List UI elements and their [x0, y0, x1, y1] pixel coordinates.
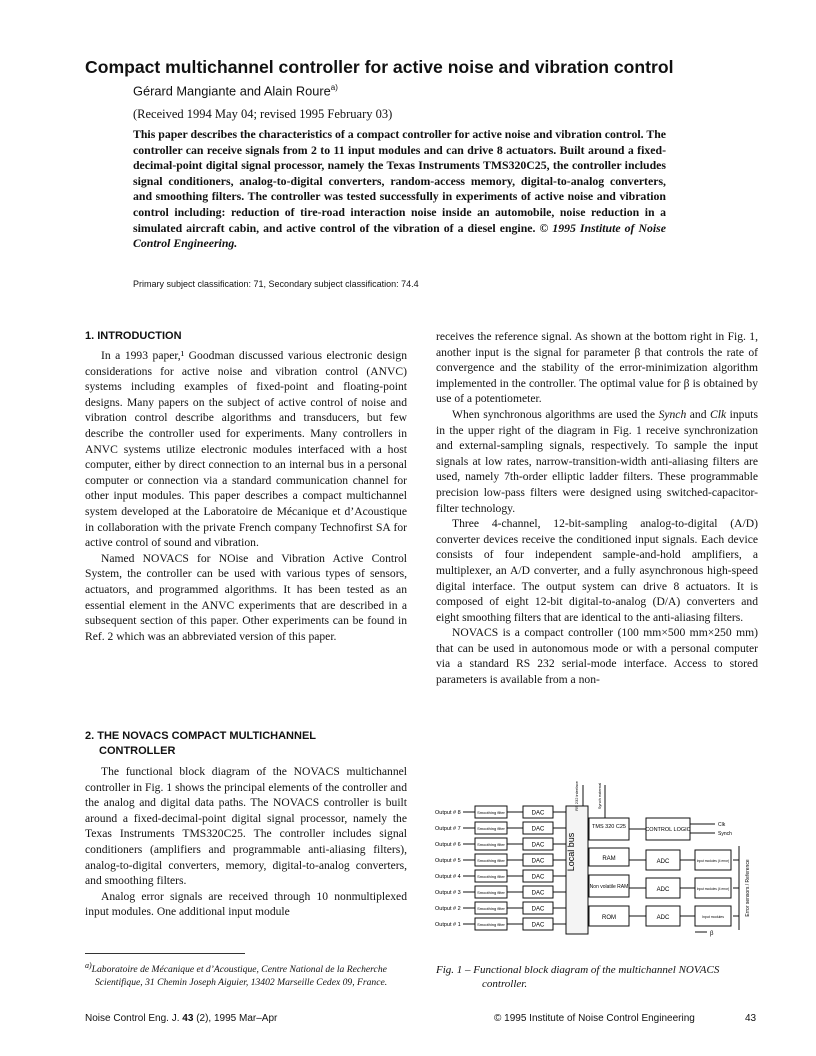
authors — [133, 83, 338, 98]
output-label: Output # 6 — [435, 842, 461, 848]
paper-title: Compact multichannel controller for active noise and vibration control — [85, 57, 674, 77]
footnote-text: Laboratoire de Mécanique et d’Acoustique, Centre National de la Recherche Scientifique, 31 Chemin Joseph Aiguier, 13402 Marseille Cedex 09, France. — [91, 964, 388, 988]
abstract-copyright: © 1995 Institute of Noise Control Engineering. — [133, 220, 666, 251]
output-label: Output # 4 — [435, 874, 461, 880]
dac-label: DAC — [531, 890, 545, 897]
section-1-body — [85, 348, 407, 644]
dac-label: DAC — [531, 810, 545, 817]
abstract — [133, 127, 666, 252]
right-p2-text-a: When synchronous algorithms are used the — [452, 407, 659, 421]
synch-label: Synch — [718, 831, 732, 837]
dac-label: DAC — [531, 906, 545, 913]
input-module-label-3: Input modules — [702, 915, 724, 919]
received-dates: (Received 1994 May 04; revised 1995 February 03) — [133, 107, 393, 121]
footnote-rule — [85, 953, 245, 954]
footnote-mark: a) — [85, 961, 92, 970]
output-label: Output # 3 — [435, 890, 461, 896]
smoothing-filter-label: Smoothing filter — [477, 874, 505, 879]
output-label: Output # 7 — [435, 826, 461, 832]
adc-label-2: ADC — [656, 887, 670, 893]
figure-caption — [436, 963, 758, 991]
section-2-heading — [85, 729, 407, 759]
page-number: 43 — [745, 1013, 757, 1024]
abstract-text: This paper describes the characteristics of a compact controller for active noise and vibration control. The controller can receive signals from 2 to 11 input modules and can drive 8 actuators. Built around a fixed-decimal-point digital signal processor, namely the Texas Instruments TMS320C25, the controller includes signal conditioners, analog-to-digital converters, random-access memory, digital-to-analog converters, and smoothing filters. The controller was tested successfully in experiments of active noise and vibration control including: reduction of tire-road interaction noise inside an automobile, noise reduction in a simulated aircraft cabin, and active control of the vibration of a diesel engine. — [133, 127, 666, 235]
footnote-body — [85, 960, 407, 989]
section-2-heading-line2: CONTROLLER — [99, 745, 176, 757]
right-column-body — [436, 329, 758, 688]
output-label: Output # 5 — [435, 858, 461, 864]
rom-label: ROM — [602, 915, 616, 921]
dac-label: DAC — [531, 842, 545, 849]
block-diagram — [433, 780, 763, 950]
beta-label: β — [710, 931, 714, 937]
smoothing-filter-label: Smoothing filter — [477, 906, 505, 911]
intro-paragraph-1: In a 1993 paper,¹ Goodman discussed various electronic design considerations for active noise and vibration control (ANVC) systems including examples of fixed-point and floating-point designs. Many papers on the subject of active control of noise and vibration control describe algorithms and transducers, but few describe the controller used for experiments. Many controllers in ANVC systems utilize electronic modules interfaced with a host computer, either by direct connection to an internal bus in a personal computer or connection via a standard communication channel for other input modules. This paper describes a compact multichannel system developed at the Laboratoire de Mécanique et d’Acoustique in collaboration with the private French company Technofirst SA for active control of sound and vibration. — [85, 349, 407, 550]
adc-label-3: ADC — [656, 915, 670, 921]
smoothing-filter-label: Smoothing filter — [477, 890, 505, 895]
right-paragraph-3: Three 4-channel, 12-bit-sampling analog-to-digital (A/D) converter devices receive the conditioned input signals. Each device consists of four independent sample-and-hold amplifiers, a multiplexer, an A/D converter, and a fully asynchronous high-speed digital interface. The output system can drive 8 actuators. It is composed of eight 12-bit digital-to-analog (D/A) converters and eight smoothing filters that are identical to the anti-aliasing filters. — [436, 517, 758, 624]
intro-paragraph-2: Named NOVACS for NOise and Vibration Active Control System, the controller can be used with various types of sensors, actuators, and programmed algorithms. It has been tested as an essential element in the ANVC experiments that are described in a subsequent section of this paper. Other experiments can be found in Ref. 2 which was an abbreviated version of this paper. — [85, 551, 407, 643]
rs232-label: RS 232 interface — [574, 781, 579, 811]
right-paragraph-2 — [436, 407, 758, 516]
smoothing-filter-label: Smoothing filter — [477, 810, 505, 815]
section-1-heading: 1. INTRODUCTION — [85, 330, 182, 342]
synch-external-label: Synch external — [597, 782, 602, 810]
dac-label: DAC — [531, 874, 545, 881]
section-2-heading-line1: 2. THE NOVACS COMPACT MULTICHANNEL — [85, 730, 316, 742]
sensor-side-label: Error sensors / Reference — [745, 859, 751, 917]
input-module-label-1: Input modules (4 error) — [696, 859, 730, 863]
smoothing-filter-label: Smoothing filter — [477, 842, 505, 847]
dac-label: DAC — [531, 858, 545, 865]
smoothing-filter-label: Smoothing filter — [477, 922, 505, 927]
footer-copyright: © 1995 Institute of Noise Control Engineering — [494, 1013, 695, 1024]
nvram-label: Non volatile RAM — [589, 884, 629, 890]
author-names: Gérard Mangiante and Alain Roure — [133, 83, 331, 99]
footer-issue-date: (2), 1995 Mar–Apr — [196, 1013, 278, 1024]
control-label: CONTROL LOGIC — [645, 827, 691, 833]
footer-journal-name: Noise Control Eng. J. — [85, 1013, 180, 1024]
adc-label-1: ADC — [656, 859, 670, 865]
caption-line-2: controller. — [482, 978, 528, 990]
footnote — [85, 953, 407, 989]
author-note-mark: a) — [330, 83, 338, 92]
caption-line-1: Fig. 1 – Functional block diagram of the multichannel NOVACS — [436, 964, 720, 976]
local-bus-label: Local bus — [566, 832, 576, 872]
right-paragraph-4: NOVACS is a compact controller (100 mm×500 mm×250 mm) that can be used in autonomous mode or with a personal computer via a standard RS 232 serial-mode interface. Access to stored parameters is available from a non- — [436, 626, 758, 687]
footer-volume: 43 — [182, 1013, 194, 1024]
tms-label: TMS 320 C25 — [592, 824, 626, 830]
section-2-paragraph-1: The functional block diagram of the NOVACS multichannel controller in Fig. 1 shows the principal elements of the controller and the analog and digital data paths. The NOVACS controller is built around a fixed-decimal-point digital signal processor, namely the Texas Instruments TMS320C25. The controller includes signal conditioners (amplifiers and programmable anti-aliasing filters), analog-to-digital converters, memory, digital-to-analog converters, and smoothing filters. — [85, 765, 407, 888]
footer-journal — [85, 1013, 277, 1024]
output-label: Output # 1 — [435, 922, 461, 928]
smoothing-filter-label: Smoothing filter — [477, 826, 505, 831]
right-p2-synch: Synch — [658, 407, 687, 421]
subject-classification: Primary subject classification: 71, Secondary subject classification: 74.4 — [133, 279, 419, 289]
input-module-label-2: Input modules (4 error) — [696, 887, 730, 891]
right-p2-text-c: inputs in the upper right of the diagram in Fig. 1 receive synchronization and external-sampling signals, respectively. To sample the input signals at low rates, narrow-transition-width anti-aliasing filters are used, namely 7th-order elliptic ladder filters. These programmable precision low-pass filters were designed using switched-capacitor-filter technology. — [436, 407, 759, 515]
smoothing-filter-label: Smoothing filter — [477, 858, 505, 863]
section-2-paragraph-2: Analog error signals are received through 10 nonmultiplexed input modules. One additional input module — [85, 889, 407, 919]
section-2-body — [85, 764, 407, 920]
output-label: Output # 2 — [435, 906, 461, 912]
ram-label: RAM — [602, 856, 616, 862]
output-label: Output # 8 — [435, 810, 461, 816]
right-p2-text-b: and — [686, 407, 711, 421]
dac-label: DAC — [531, 826, 545, 833]
clk-label: Clk — [718, 822, 726, 828]
dac-label: DAC — [531, 922, 545, 929]
right-p2-clk: Clk — [710, 407, 727, 421]
right-paragraph-1: receives the reference signal. As shown at the bottom right in Fig. 1, another input is the signal for parameter β that controls the rate of convergence and the stability of the error-minimization algorithm implemented in the controller. The optimal value for β is obtained by use of a potentiometer. — [436, 330, 758, 406]
